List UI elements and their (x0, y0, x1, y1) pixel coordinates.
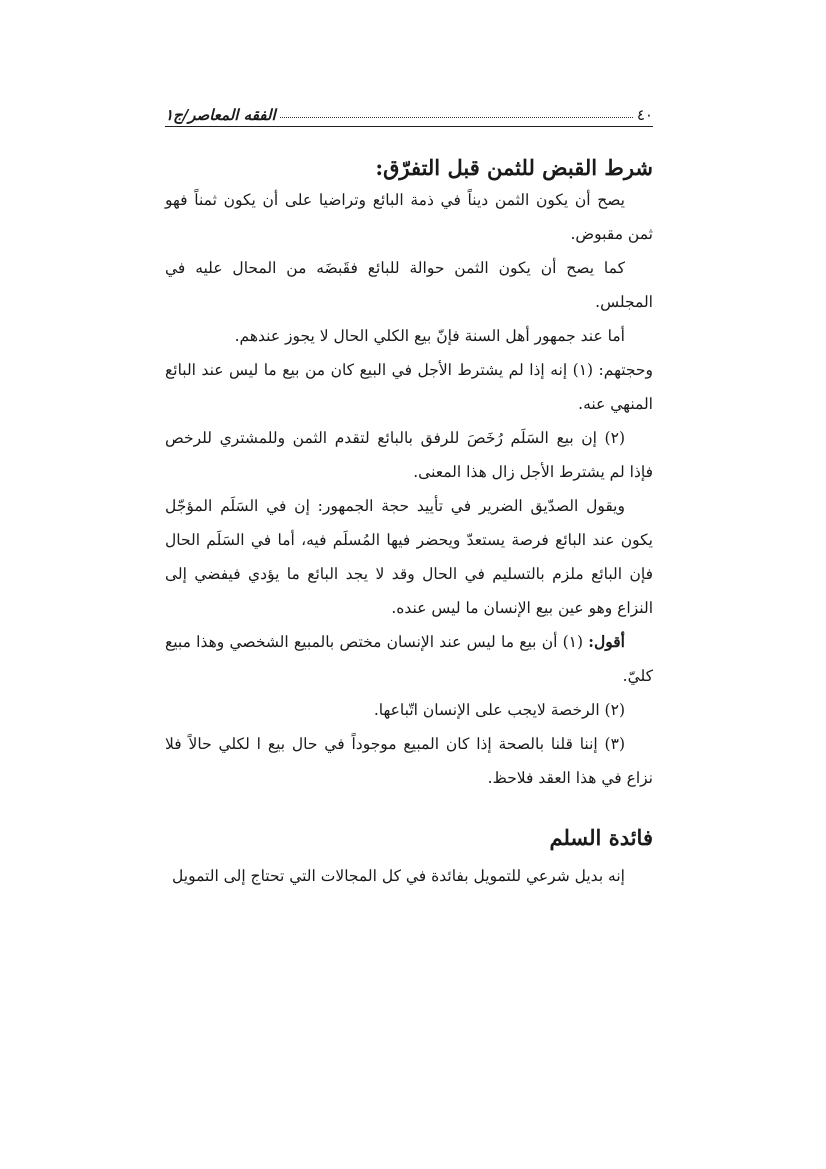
page-content (165, 92, 653, 893)
section-heading-salam-benefit: فائدة السلم (549, 825, 653, 850)
paragraph: إنه بديل شرعي للتمويل بفائدة في كل المجالات التي تحتاج إلى التمويل (172, 867, 625, 885)
paragraph: يصح أن يكون الثمن ديناً في ذمة البائع وتراضيا على أن يكون ثمناً فهو ثمن مقبوض. (165, 191, 653, 243)
running-header (165, 92, 653, 127)
book-title: الفقه المعاصر/ج١ (165, 106, 276, 124)
paragraph: كما يصح أن يكون الثمن حوالة للبائع فقَبضَه من المحال عليه في المجلس. (165, 259, 653, 311)
reply-point: (٣) إننا قلنا بالصحة إذا كان المبيع موجوداً في حال بيع ا لكلي حالاً فلا نزاع في هذا العقد فلاحظ. (165, 735, 653, 787)
reply-paragraph (165, 625, 653, 693)
section-heading-payment-receipt: شرط القبض للثمن قبل التفرّق: (375, 155, 653, 180)
paragraph: ويقول الصدّيق الضرير في تأييد حجة الجمهور: إن في السَلَم المؤجّل يكون عند البائع فرصة يستعدّ ويحضر فيها المُسلَم فيه، أما في السَلَم الحال فإن البائع ملزم بالتسليم في الحال وقد لا يجد البائع ما يؤدي فيفضي إلى النزاع وهو عين بيع الإنسان ما ليس عنده. (165, 497, 653, 617)
paragraph: أما عند جمهور أهل السنة فإنّ بيع الكلي الحال لا يجوز عندهم. (234, 327, 625, 345)
paragraph: (٢) إن بيع السَلَم رُخَصَ للرفق بالبائع لتقدم الثمن وللمشتري للرخص فإذا لم يشترط الأجل زال هذا المعنى. (165, 429, 653, 481)
reply-text: (١) أن بيع ما ليس عند الإنسان مختص بالمبيع الشخصي وهذا مبيع كليّ. (165, 633, 653, 685)
page-number: ٤٠ (636, 106, 653, 124)
reply-label: أقول: (588, 632, 625, 651)
leader-dots (280, 117, 633, 118)
reply-point: (٢) الرخصة لايجب على الإنسان اتّباعها. (373, 701, 625, 719)
paragraph: وحجتهم: (١) إنه إذا لم يشترط الأجل في البيع كان من بيع ما ليس عند البائع المنهي عنه. (165, 361, 653, 413)
